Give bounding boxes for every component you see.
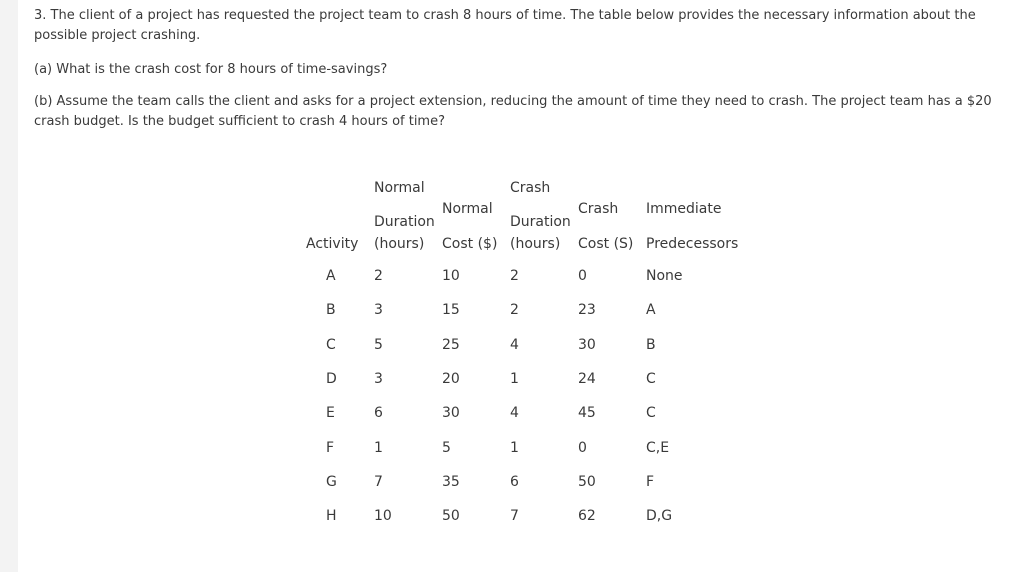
cell-crash-duration: 7 (510, 508, 519, 525)
table-row (306, 328, 756, 362)
cell-activity: D (326, 371, 337, 388)
table-row (306, 465, 756, 499)
header-normal-duration: Normal Duration (hours) (374, 180, 435, 252)
cell-crash-cost: 45 (578, 405, 596, 422)
cell-crash-cost: 50 (578, 473, 596, 490)
cell-normal-duration: 5 (374, 336, 383, 353)
table-row (306, 362, 756, 396)
cell-normal-cost: 50 (442, 508, 460, 525)
cell-crash-duration: 4 (510, 405, 519, 422)
cell-crash-duration: 6 (510, 473, 519, 490)
cell-activity: C (326, 336, 336, 353)
cell-predecessors: C,E (646, 439, 670, 456)
cell-predecessors: C (646, 405, 656, 422)
cell-normal-cost: 35 (442, 473, 460, 490)
table-row (306, 396, 756, 430)
cell-crash-cost: 23 (578, 302, 596, 319)
cell-crash-duration: 2 (510, 268, 519, 285)
cell-predecessors: C (646, 371, 656, 388)
cell-predecessors: D,G (646, 508, 673, 525)
header-predecessors: Immediate Predecessors (646, 201, 739, 252)
question-part-b: (b) Assume the team calls the client and asks for a project extension, reducing the amount of time they need to crash. The project team has a $20 crash budget. Is the budget sufficient to crash 4 hours of time? (34, 94, 992, 129)
cell-activity: B (326, 302, 336, 319)
cell-normal-cost: 20 (442, 371, 460, 388)
cell-normal-duration: 2 (374, 268, 383, 285)
cell-predecessors: F (646, 473, 655, 490)
table-row (306, 430, 756, 464)
header-activity: Activity (306, 236, 359, 252)
table-row (306, 259, 756, 293)
cell-normal-duration: 7 (374, 473, 383, 490)
cell-normal-duration: 3 (374, 371, 383, 388)
crashing-table (306, 178, 756, 533)
header-crash-cost: Crash Cost (S) (578, 201, 634, 252)
cell-activity: A (326, 268, 336, 285)
cell-crash-cost: 62 (578, 508, 596, 525)
table-body (306, 259, 756, 533)
cell-crash-duration: 1 (510, 439, 519, 456)
cell-activity: G (326, 473, 337, 490)
cell-activity: H (326, 508, 337, 525)
cell-crash-duration: 4 (510, 336, 519, 353)
cell-crash-duration: 2 (510, 302, 519, 319)
cell-normal-cost: 5 (442, 439, 451, 456)
question-part-a: (a) What is the crash cost for 8 hours of time-savings? (34, 62, 388, 77)
cell-crash-cost: 0 (578, 439, 587, 456)
cell-crash-cost: 30 (578, 336, 596, 353)
header-crash-duration: Crash Duration (hours) (510, 180, 571, 252)
cell-predecessors: None (646, 268, 683, 285)
cell-normal-cost: 25 (442, 336, 460, 353)
cell-normal-duration: 3 (374, 302, 383, 319)
cell-crash-cost: 24 (578, 371, 596, 388)
cell-predecessors: A (646, 302, 656, 319)
cell-crash-cost: 0 (578, 268, 587, 285)
question-text: 3. The client of a project has requested the project team to crash 8 hours of time. The table below provides the necessary information about the possible project crashing. (34, 8, 976, 43)
cell-normal-duration: 10 (374, 508, 392, 525)
table-row (306, 293, 756, 327)
cell-predecessors: B (646, 336, 656, 353)
cell-normal-cost: 30 (442, 405, 460, 422)
cell-normal-cost: 15 (442, 302, 460, 319)
header-normal-cost: Normal Cost ($) (442, 201, 498, 252)
cell-activity: F (326, 439, 335, 456)
cell-normal-duration: 1 (374, 439, 383, 456)
cell-normal-cost: 10 (442, 268, 460, 285)
cell-normal-duration: 6 (374, 405, 383, 422)
table-row (306, 499, 756, 533)
cell-activity: E (326, 405, 335, 422)
table-header-row (306, 178, 756, 259)
document-page (18, 0, 1024, 572)
cell-crash-duration: 1 (510, 371, 519, 388)
